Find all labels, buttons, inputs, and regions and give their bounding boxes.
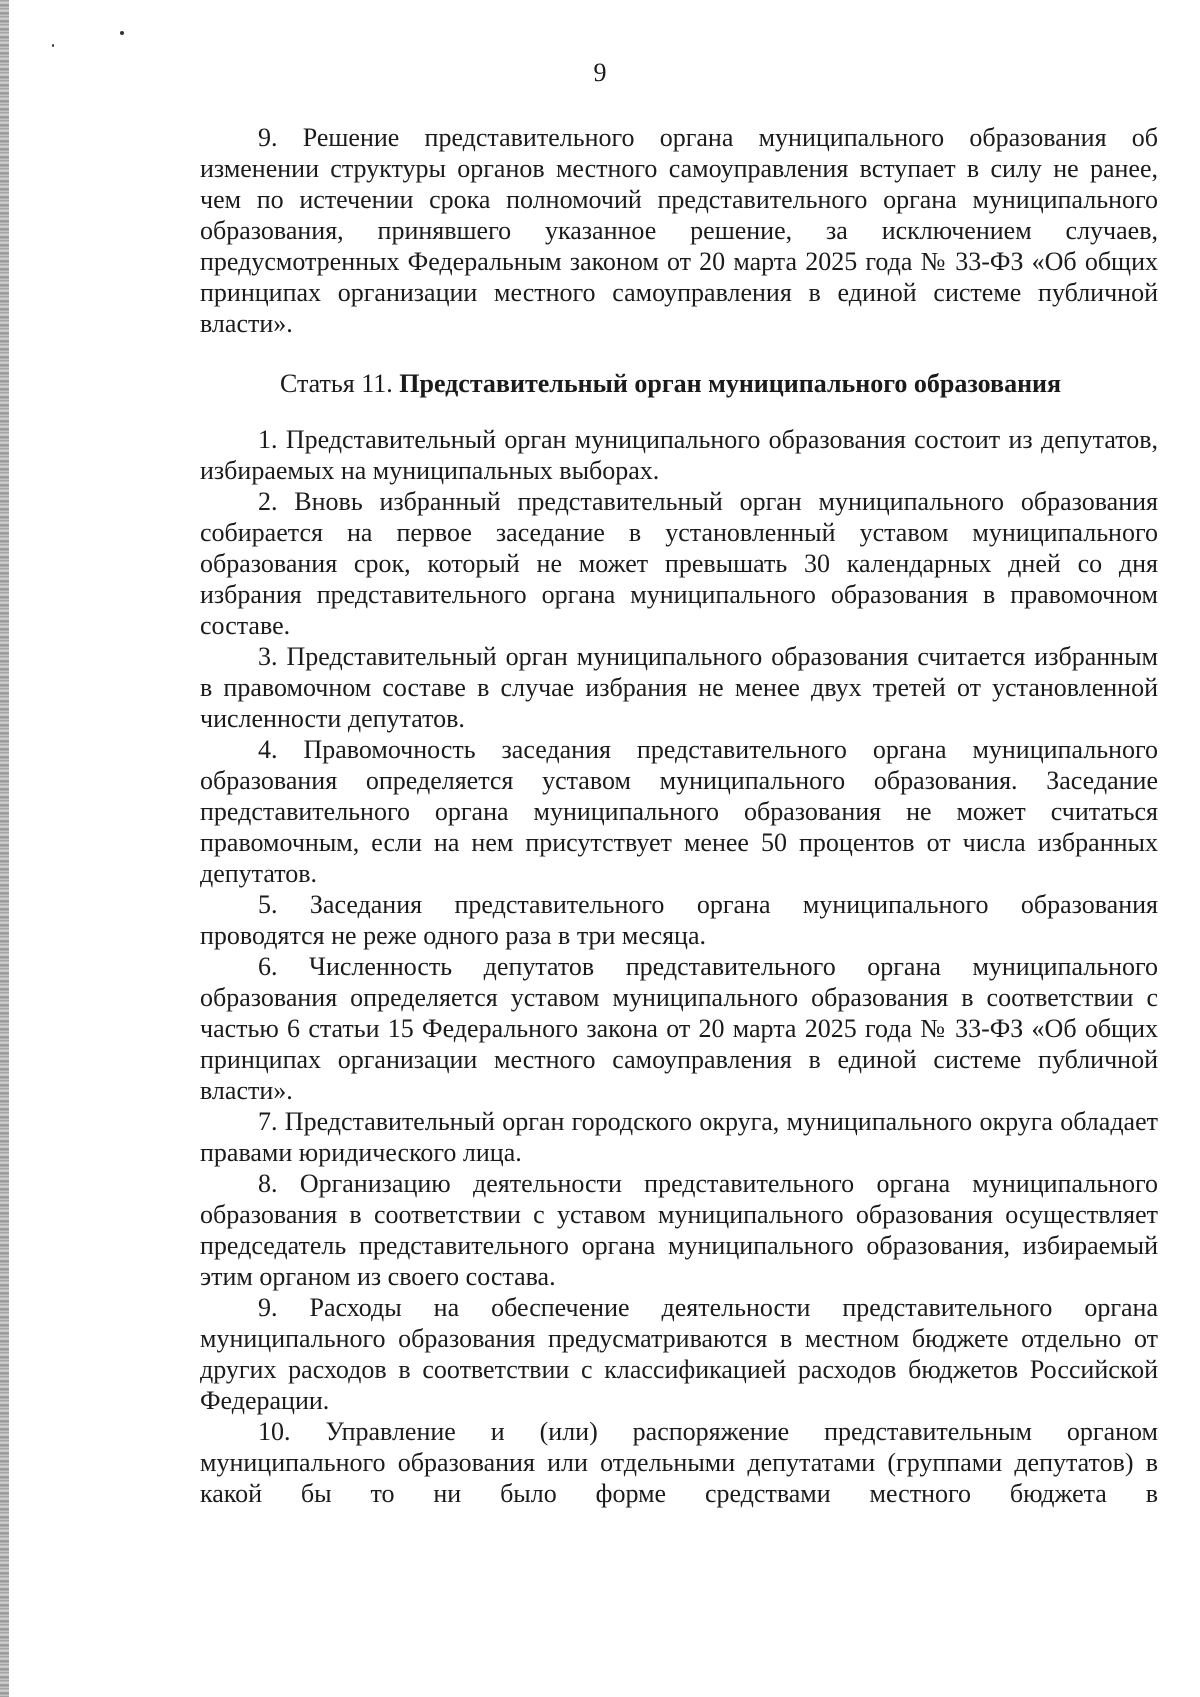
scan-edge	[0, 0, 9, 1697]
article-label: Статья 11.	[280, 369, 393, 398]
article-heading	[200, 368, 1158, 399]
paragraph-item: 8. Организацию деятельности представительного органа муниципального образования в соответствии с уставом муниципального образования осуществляет председатель представительного органа муниципального образования, избираемый этим органом из своего состава.	[200, 1169, 1158, 1291]
article-title: Представительный орган муниципального образования	[399, 369, 1062, 398]
paragraph-item: 9. Расходы на обеспечение деятельности представительного органа муниципального образования предусматриваются в местном бюджете отдельно от других расходов в соответствии с классификацией расходов бюджетов Российской Федерации.	[200, 1293, 1158, 1415]
paragraph-item: 7. Представительный орган городского округа, муниципального округа обладает правами юридического лица.	[200, 1107, 1158, 1167]
paragraph-item: 4. Правомочность заседания представительного органа муниципального образования определяется уставом муниципального образования. Заседание представительного органа муниципального образования не может считаться правомочным, если на нем присутствует менее 50 процентов от числа избранных депутатов.	[200, 735, 1158, 888]
paragraph-item: 2. Вновь избранный представительный орган муниципального образования собирается на первое заседание в установленный уставом муниципального образования срок, который не может превышать 30 календарных дней со дня избрания представительного органа муниципального образования в правомочном составе.	[200, 487, 1158, 640]
paragraph-top: 9. Решение представительного органа муниципального образования об изменении структуры органов местного самоуправления вступает в силу не ранее, чем по истечении срока полномочий представительного органа муниципального образования, принявшего указанное решение, за исключением случаев, предусмотренных Федеральным законом от 20 марта 2025 года № 33-ФЗ «Об общих принципах организации местного самоуправления в единой системе публичной власти».	[200, 123, 1158, 338]
paragraph-item: 6. Численность депутатов представительного органа муниципального образования определяется уставом муниципального образования в соответствии с частью 6 статьи 15 Федерального закона от 20 марта 2025 года № 33-ФЗ «Об общих принципах организации местного самоуправления в единой системе публичной власти».	[200, 952, 1158, 1105]
paragraph-item: 10. Управление и (или) распоряжение представительным органом муниципального образования или отдельными депутатами (группами депутатов) в какой бы то ни было форме средствами местного бюджета в	[200, 1417, 1158, 1508]
scan-speck	[120, 31, 124, 35]
paragraph-item: 3. Представительный орган муниципального образования считается избранным в правомочном составе в случае избрания не менее двух третей от установленной численности депутатов.	[200, 642, 1158, 733]
document-body	[200, 122, 1158, 1509]
paragraph-item: 1. Представительный орган муниципального образования состоит из депутатов, избираемых на муниципальных выборах.	[200, 425, 1158, 485]
page-number: 9	[593, 58, 607, 87]
scan-speck	[52, 44, 54, 47]
paragraph-item: 5. Заседания представительного органа муниципального образования проводятся не реже одного раза в три месяца.	[200, 890, 1158, 950]
